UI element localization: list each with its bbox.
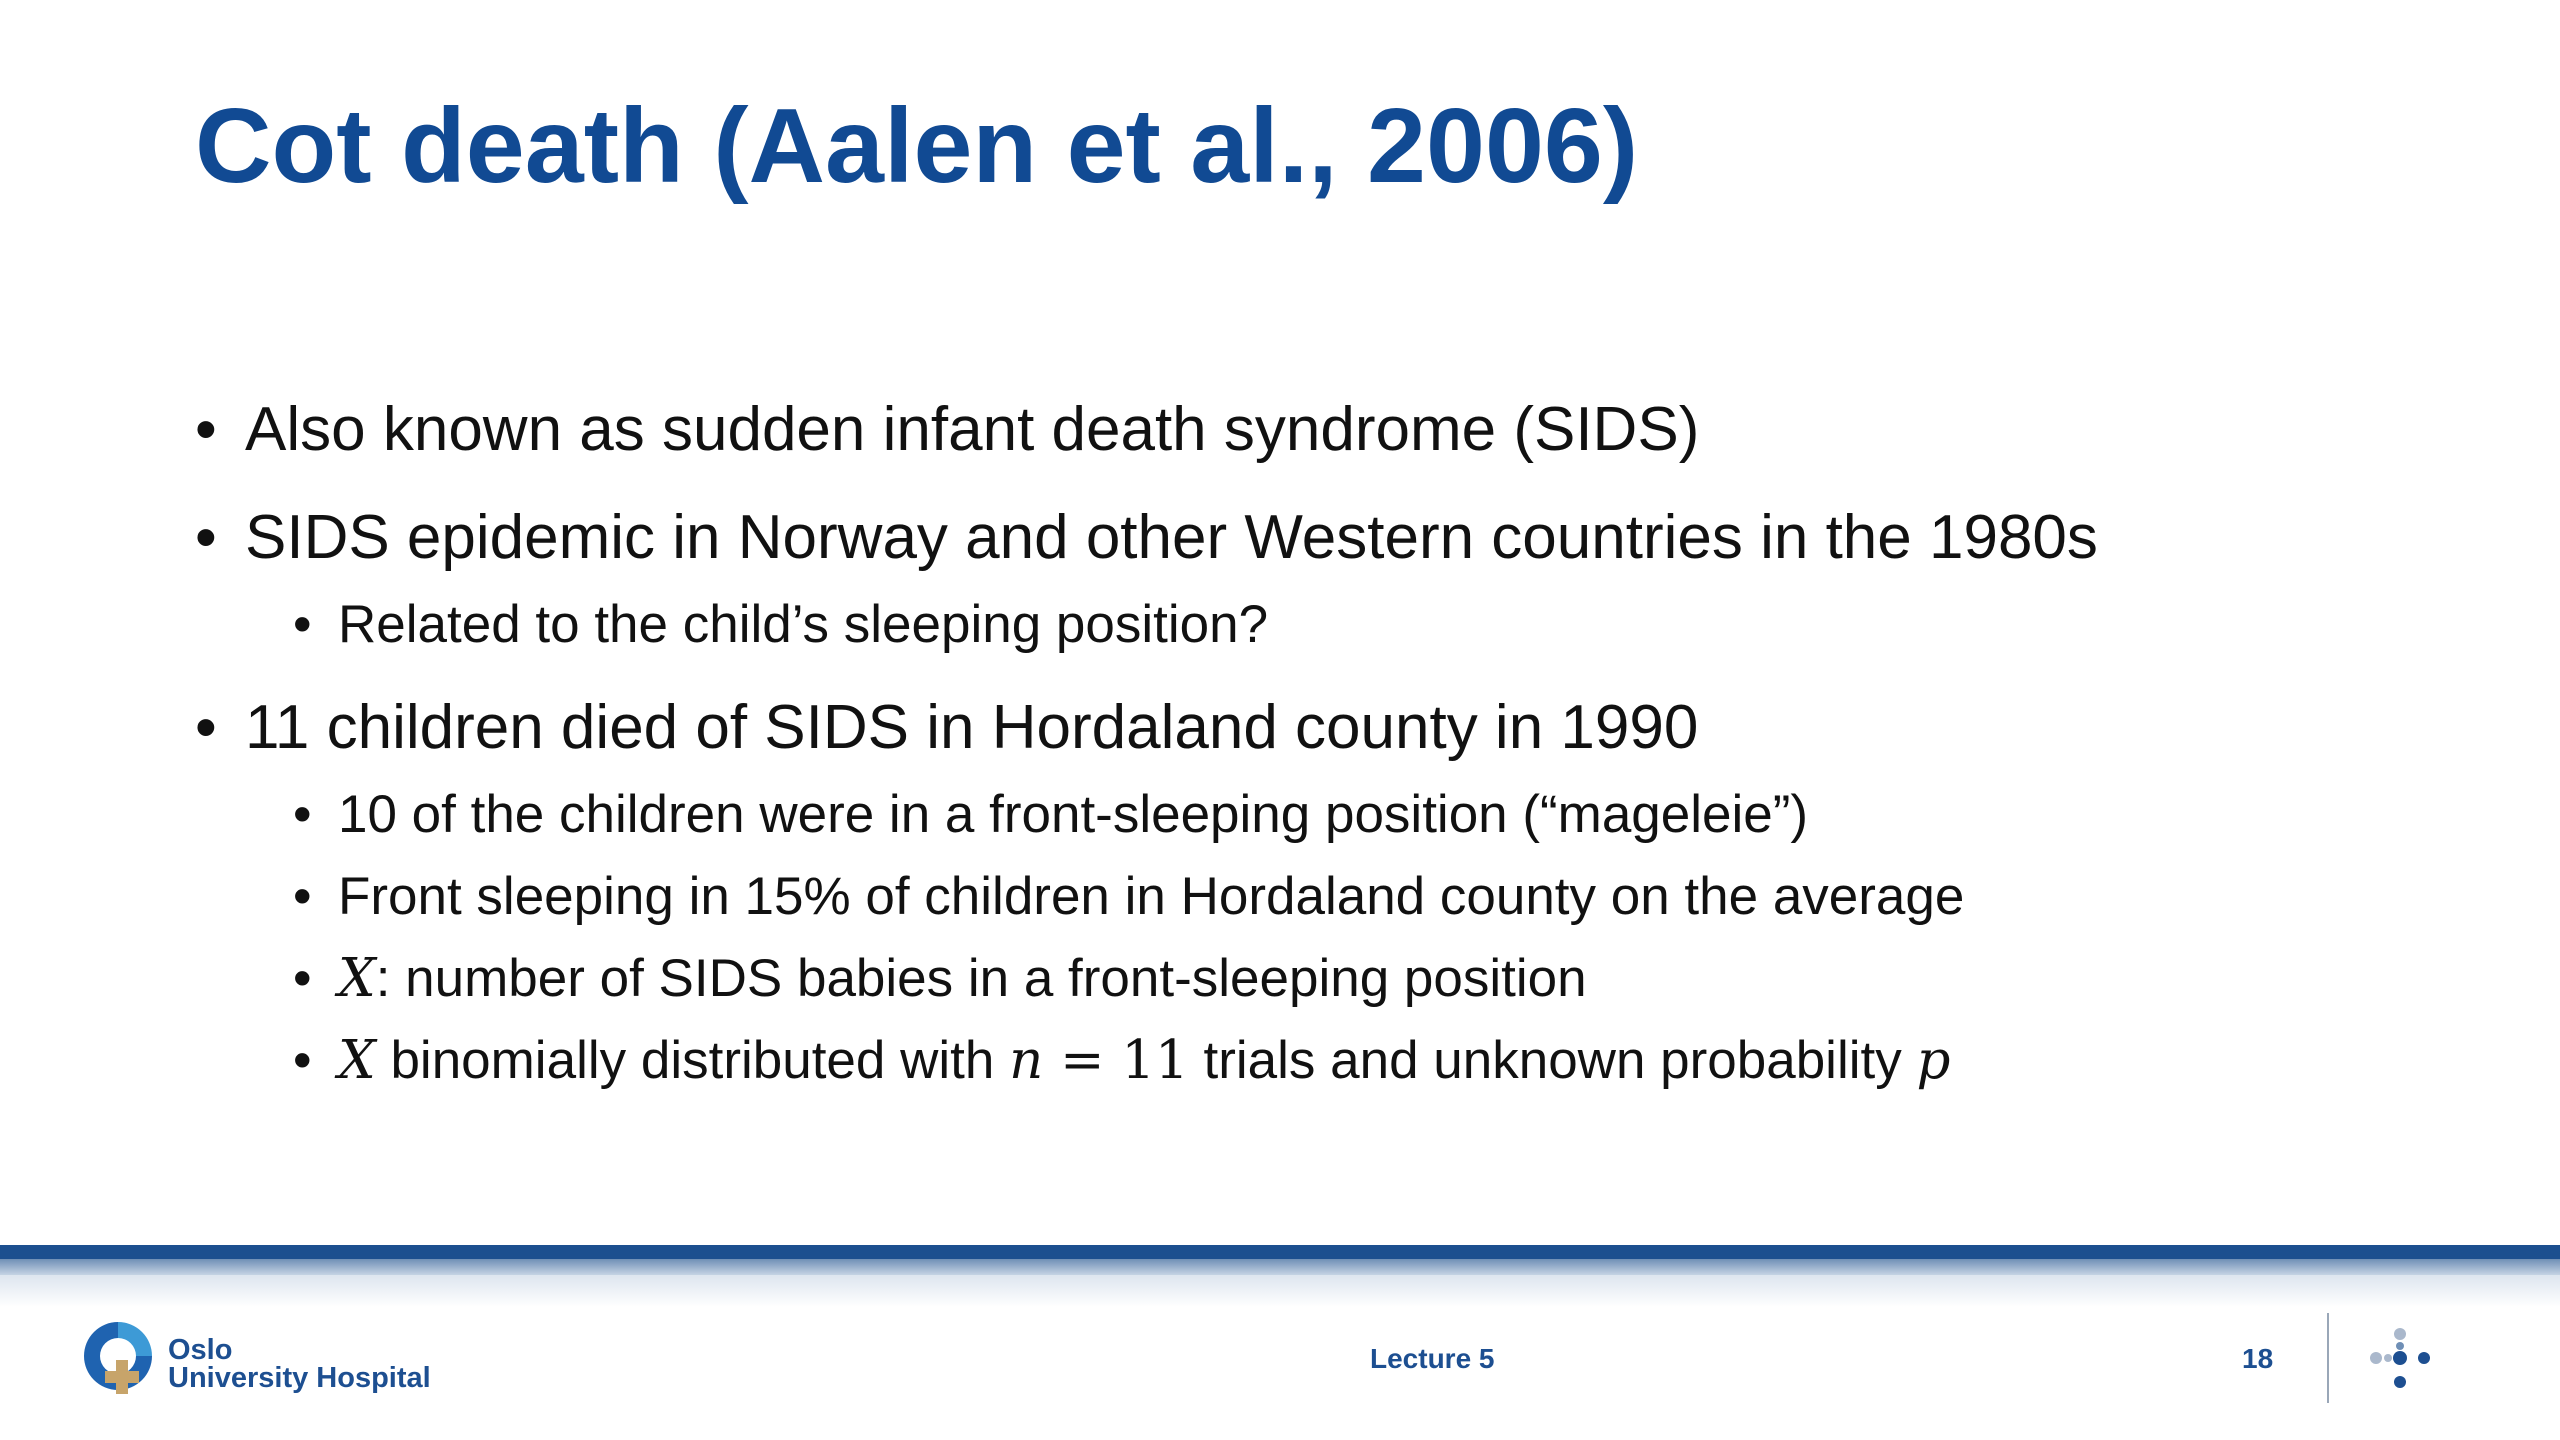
sub-bullet-3-1	[195, 780, 2445, 850]
bullet-dot: •	[293, 785, 312, 844]
sub-bullet-3-4	[195, 1026, 2445, 1096]
footer-lecture-label: Lecture 5	[1370, 1343, 1495, 1374]
dots-logo-icon	[2368, 1326, 2432, 1390]
bullet-2	[195, 498, 2445, 578]
sub-bullet-text: binomially distributed with	[375, 1031, 1010, 1090]
page-number: 18	[2242, 1343, 2274, 1374]
sub-bullet-text: trials and unknown probability	[1188, 1031, 1917, 1090]
bullet-dot: •	[195, 395, 217, 464]
bullet-dot: •	[195, 503, 217, 572]
math-equation: = 11	[1043, 1030, 1189, 1091]
organization-name	[168, 1336, 431, 1392]
bullet-dot: •	[293, 1031, 312, 1090]
sub-bullet-2-1	[195, 590, 2445, 660]
sub-bullet-text: Front sleeping in 15% of children in Hordaland county on the average	[338, 867, 1965, 926]
slide-title: Cot death (Aalen et al., 2006)	[195, 87, 1639, 205]
footer-bar	[0, 1245, 2560, 1259]
bullet-dot: •	[293, 867, 312, 926]
bullet-1	[195, 390, 2445, 470]
organization-name-line1: Oslo	[168, 1334, 233, 1366]
oslo-university-hospital-logo-icon	[78, 1316, 158, 1396]
bullet-dot: •	[293, 595, 312, 654]
sub-bullet-text: 10 of the children were in a front-sleeping position (“mageleie”)	[338, 785, 1809, 844]
bullet-text: Also known as sudden infant death syndrome (SIDS)	[245, 395, 1700, 464]
math-variable-p: p	[1916, 1030, 1951, 1091]
bullet-dot: •	[195, 693, 217, 762]
sub-bullet-text: : number of SIDS babies in a front-sleeping position	[375, 949, 1587, 1008]
bullet-text: 11 children died of SIDS in Hordaland county in 1990	[245, 693, 1699, 762]
footer-bar-shadow	[0, 1275, 2560, 1307]
sub-bullet-3-2	[195, 862, 2445, 932]
footer-divider	[2327, 1313, 2329, 1403]
slide-body	[195, 390, 2445, 1096]
bullet-dot: •	[293, 949, 312, 1008]
organization-name-line2: University Hospital	[168, 1362, 431, 1394]
bullet-text: SIDS epidemic in Norway and other Western countries in the 1980s	[245, 503, 2098, 572]
math-variable-x: X	[338, 1030, 376, 1091]
sub-bullet-text: Related to the child’s sleeping position?	[338, 595, 1269, 654]
bullet-3	[195, 688, 2445, 768]
math-variable-n: n	[1009, 1030, 1044, 1091]
math-variable-x: X	[338, 948, 376, 1009]
sub-bullet-3-3	[195, 944, 2445, 1014]
footer-bar-gradient	[0, 1259, 2560, 1275]
